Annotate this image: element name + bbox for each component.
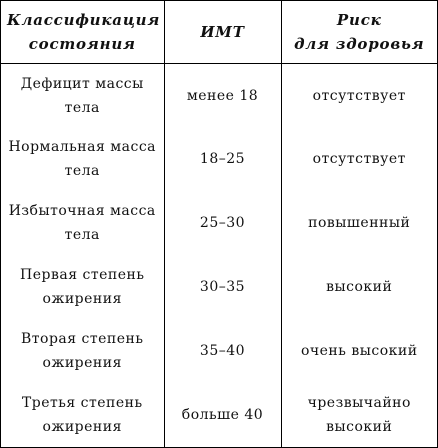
table-row	[1, 63, 437, 128]
table-row	[1, 191, 437, 255]
table-row	[1, 319, 437, 383]
cell-bmi: 18–25	[164, 128, 281, 192]
header-bmi: ИМТ	[164, 1, 281, 63]
cell-risk: повышенный	[308, 215, 411, 232]
table-row	[1, 128, 437, 192]
header-classification-line-2: состояния	[28, 34, 136, 53]
cell-state: Третья степень ожирения	[21, 395, 143, 436]
cell-bmi: больше 40	[164, 383, 281, 447]
table-body	[1, 63, 437, 447]
cell-state: Дефицит массы тела	[20, 75, 144, 116]
header-row	[1, 1, 437, 63]
cell-bmi: менее 18	[164, 63, 281, 128]
header-risk-line-1: Риск	[336, 10, 382, 29]
header-risk	[281, 1, 437, 63]
cell-bmi: 35–40	[164, 319, 281, 383]
cell-risk: чрезвычайно высокий	[307, 395, 411, 436]
bmi-classification-table	[1, 1, 437, 447]
header-classification-line-1: Классификация	[7, 10, 161, 29]
table-header	[1, 1, 437, 63]
cell-risk: очень высокий	[300, 343, 418, 360]
table-row	[1, 383, 437, 447]
cell-state: Нормальная масса тела	[8, 139, 157, 180]
cell-risk: отсутствует	[312, 151, 406, 168]
cell-state: Вторая степень ожирения	[21, 331, 144, 372]
cell-state: Избыточная масса тела	[8, 203, 156, 244]
cell-risk: отсутствует	[312, 87, 406, 104]
header-classification	[1, 1, 164, 63]
cell-risk: высокий	[326, 279, 393, 296]
table-row	[1, 255, 437, 319]
header-risk-line-2: для здоровья	[294, 34, 425, 53]
cell-state: Первая степень ожирения	[20, 267, 145, 308]
cell-bmi: 30–35	[164, 255, 281, 319]
cell-bmi: 25–30	[164, 191, 281, 255]
